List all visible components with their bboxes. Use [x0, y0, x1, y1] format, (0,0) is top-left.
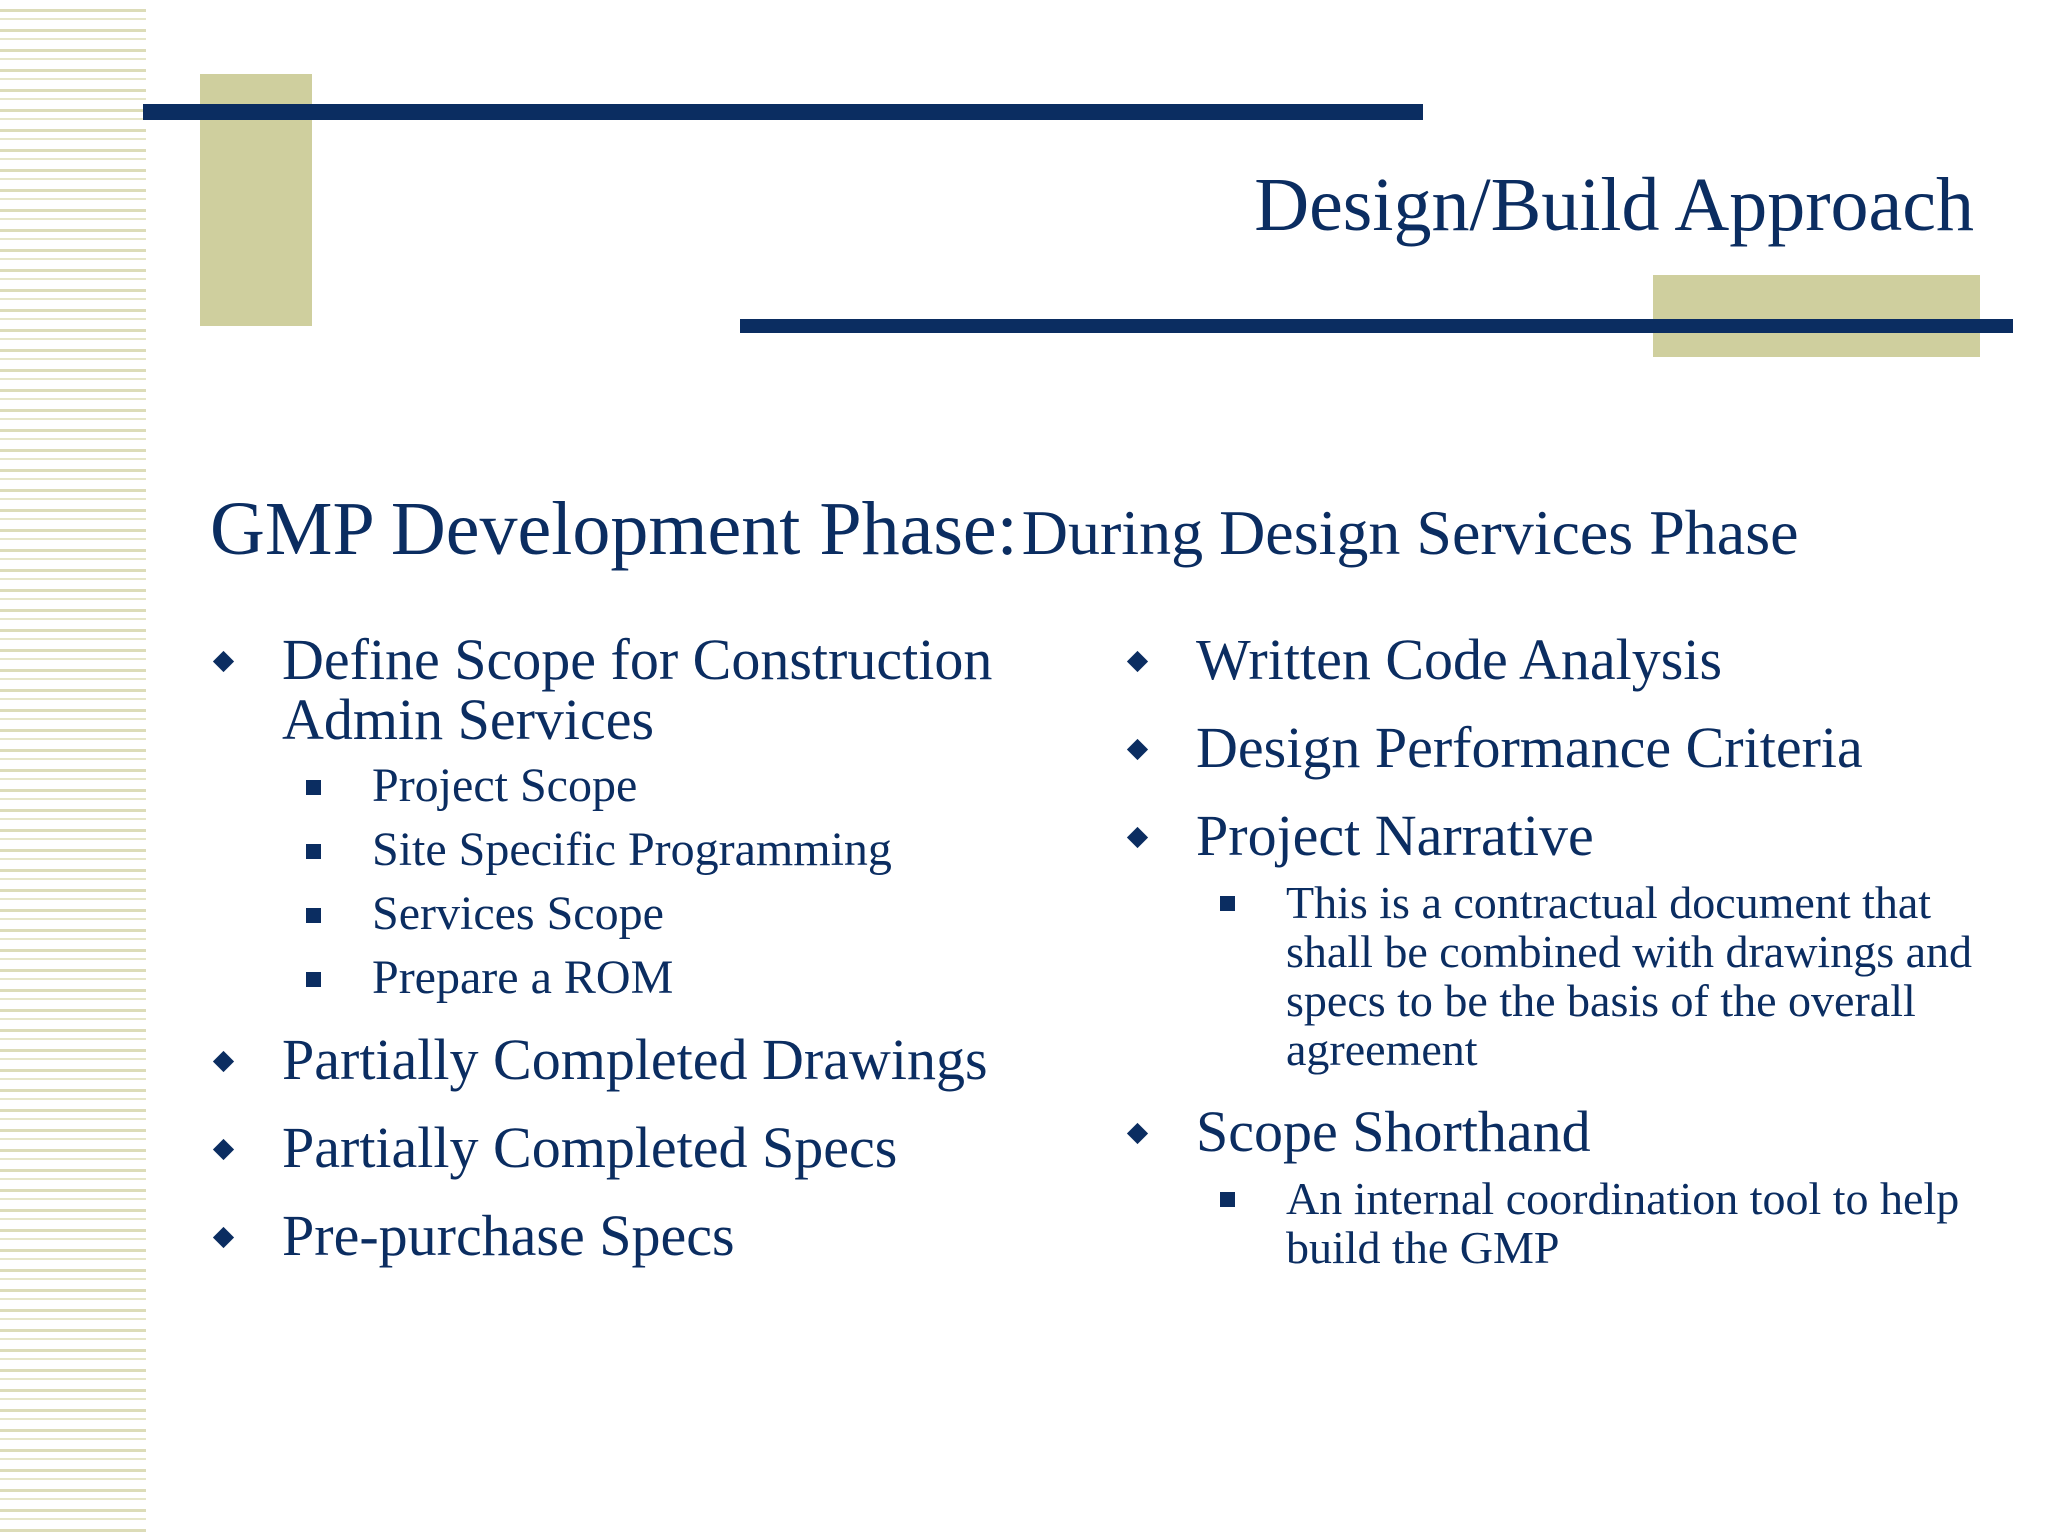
sub-bullet-label: This is a contractual document that shall be combined with drawings and specs to be the basis of the overall agreement: [1286, 877, 1973, 1075]
sub-bullet-label: Project Scope: [372, 759, 638, 812]
bullet-item: [208, 1203, 1068, 1268]
bullet-item: [1122, 1099, 2002, 1273]
square-bullet-icon: [306, 972, 321, 987]
sub-bullet-list: [1196, 1174, 2002, 1272]
bullet-label: Partially Completed Specs: [282, 1115, 898, 1180]
sub-bullet-label: An internal coordination tool to help build the GMP: [1286, 1173, 1960, 1273]
bullet-item: [208, 1115, 1068, 1180]
sub-bullet-label: Prepare a ROM: [372, 951, 674, 1004]
section-heading-sub: During Design Services Phase: [1021, 497, 1799, 568]
sub-bullet-label: Services Scope: [372, 887, 664, 940]
sub-bullet-item: [1196, 1174, 2002, 1272]
decorative-bar-mid: [740, 319, 2013, 333]
diamond-bullet-icon: [213, 1139, 234, 1160]
bullet-label: Design Performance Criteria: [1196, 715, 1863, 780]
decorative-bar-top: [143, 104, 1423, 120]
diamond-bullet-icon: [1127, 827, 1148, 848]
bullet-label: Scope Shorthand: [1196, 1099, 1591, 1164]
sub-bullet-item: [282, 823, 1068, 876]
right-column: [1122, 627, 2002, 1300]
bullet-label: Define Scope for Construction Admin Services: [282, 627, 993, 752]
sub-bullet-item: [282, 887, 1068, 940]
diamond-bullet-icon: [213, 1227, 234, 1248]
bullet-label: Project Narrative: [1196, 803, 1594, 868]
diamond-bullet-icon: [213, 651, 234, 672]
left-column: [208, 627, 1068, 1294]
bullet-label: Partially Completed Drawings: [282, 1027, 988, 1092]
bullet-item: [1122, 627, 2002, 692]
sub-bullet-list: [282, 759, 1068, 1004]
bullet-item: [1122, 715, 2002, 780]
sub-bullet-item: [1196, 878, 2002, 1074]
square-bullet-icon: [306, 780, 321, 795]
diamond-bullet-icon: [1127, 739, 1148, 760]
sub-bullet-list: [1196, 878, 2002, 1074]
square-bullet-icon: [1220, 896, 1235, 911]
square-bullet-icon: [306, 844, 321, 859]
diamond-bullet-icon: [1127, 651, 1148, 672]
sub-bullet-item: [282, 759, 1068, 812]
decorative-stripes: [0, 0, 146, 1536]
sub-bullet-item: [282, 951, 1068, 1004]
diamond-bullet-icon: [1127, 1123, 1148, 1144]
section-heading: [210, 484, 1799, 595]
bullet-item: [208, 1027, 1068, 1092]
diamond-bullet-icon: [213, 1051, 234, 1072]
slide-title: Design/Build Approach: [1254, 163, 1974, 247]
bullet-item: [208, 627, 1068, 1004]
decorative-block-right: [1653, 275, 1980, 357]
left-bullet-list: [208, 627, 1068, 1268]
section-heading-main: GMP Development Phase:: [210, 487, 1018, 571]
square-bullet-icon: [1220, 1192, 1235, 1207]
bullet-label: Pre-purchase Specs: [282, 1203, 735, 1268]
right-bullet-list: [1122, 627, 2002, 1273]
bullet-label: Written Code Analysis: [1196, 627, 1723, 692]
bullet-item: [1122, 803, 2002, 1075]
sub-bullet-label: Site Specific Programming: [372, 823, 892, 876]
square-bullet-icon: [306, 908, 321, 923]
